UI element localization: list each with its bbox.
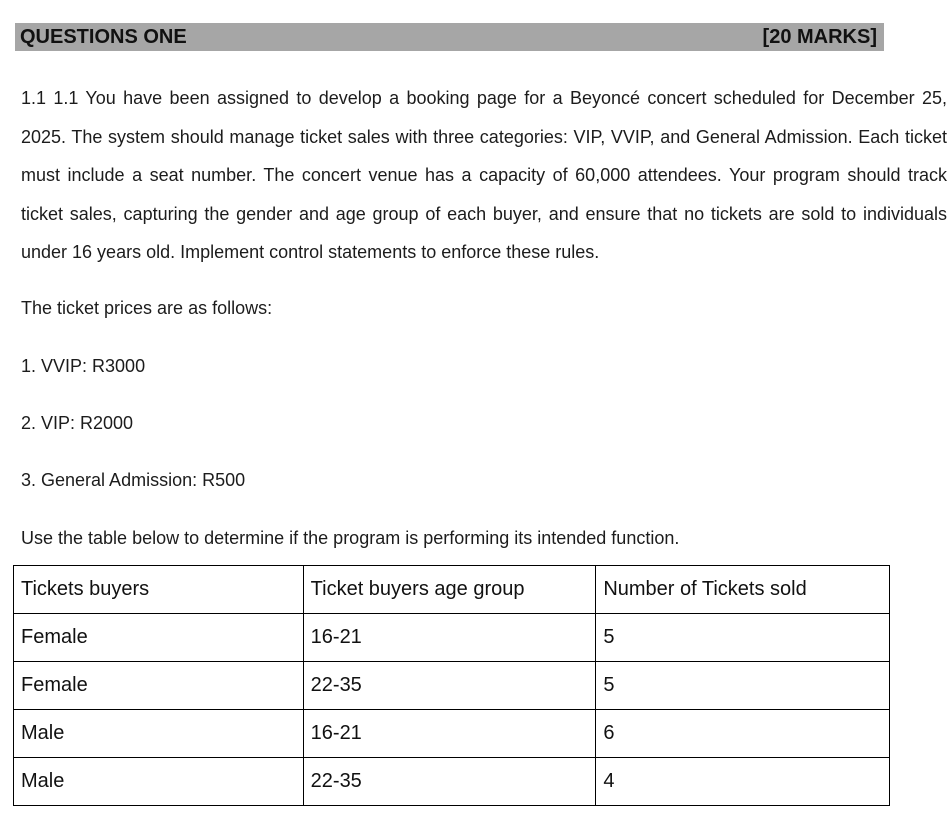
cell-buyer: Male	[14, 710, 304, 758]
cell-age-group: 22-35	[303, 758, 596, 806]
ticket-sales-table	[13, 565, 890, 806]
table-row	[14, 758, 890, 806]
table-row	[14, 662, 890, 710]
table-row	[14, 710, 890, 758]
price-item-vvip: 1. VVIP: R3000	[21, 356, 146, 376]
table-intro: Use the table below to determine if the program is performing its intended function.	[21, 528, 680, 548]
cell-buyer: Female	[14, 614, 304, 662]
column-header-age-group: Ticket buyers age group	[303, 566, 596, 614]
cell-age-group: 16-21	[303, 614, 596, 662]
column-header-tickets-sold: Number of Tickets sold	[596, 566, 890, 614]
column-header-buyers: Tickets buyers	[14, 566, 304, 614]
table-row	[14, 614, 890, 662]
cell-age-group: 22-35	[303, 662, 596, 710]
question-marks: [20 MARKS]	[762, 25, 877, 48]
question-intro-paragraph: 1.1 1.1 You have been assigned to develop a booking page for a Beyoncé concert scheduled for December 25, 2025. The system should manage ticket sales with three categories: VIP, VVIP, and General Admission. Each ticket must include a seat number. The concert venue has a capacity of 60,000 attendees. Your program should track ticket sales, capturing the gender and age group of each buyer, and ensure that no tickets are sold to individuals under 16 years old. Implement control statements to enforce these rules.	[21, 88, 947, 262]
cell-buyer: Female	[14, 662, 304, 710]
cell-tickets-sold: 5	[596, 614, 890, 662]
price-item-vip: 2. VIP: R2000	[21, 413, 134, 433]
cell-tickets-sold: 4	[596, 758, 890, 806]
cell-tickets-sold: 6	[596, 710, 890, 758]
cell-tickets-sold: 5	[596, 662, 890, 710]
prices-heading: The ticket prices are as follows:	[21, 298, 273, 318]
question-title: QUESTIONS ONE	[20, 25, 187, 48]
cell-buyer: Male	[14, 758, 304, 806]
price-item-general: 3. General Admission: R500	[21, 470, 246, 490]
question-header	[15, 23, 884, 51]
table-header-row	[14, 566, 890, 614]
cell-age-group: 16-21	[303, 710, 596, 758]
